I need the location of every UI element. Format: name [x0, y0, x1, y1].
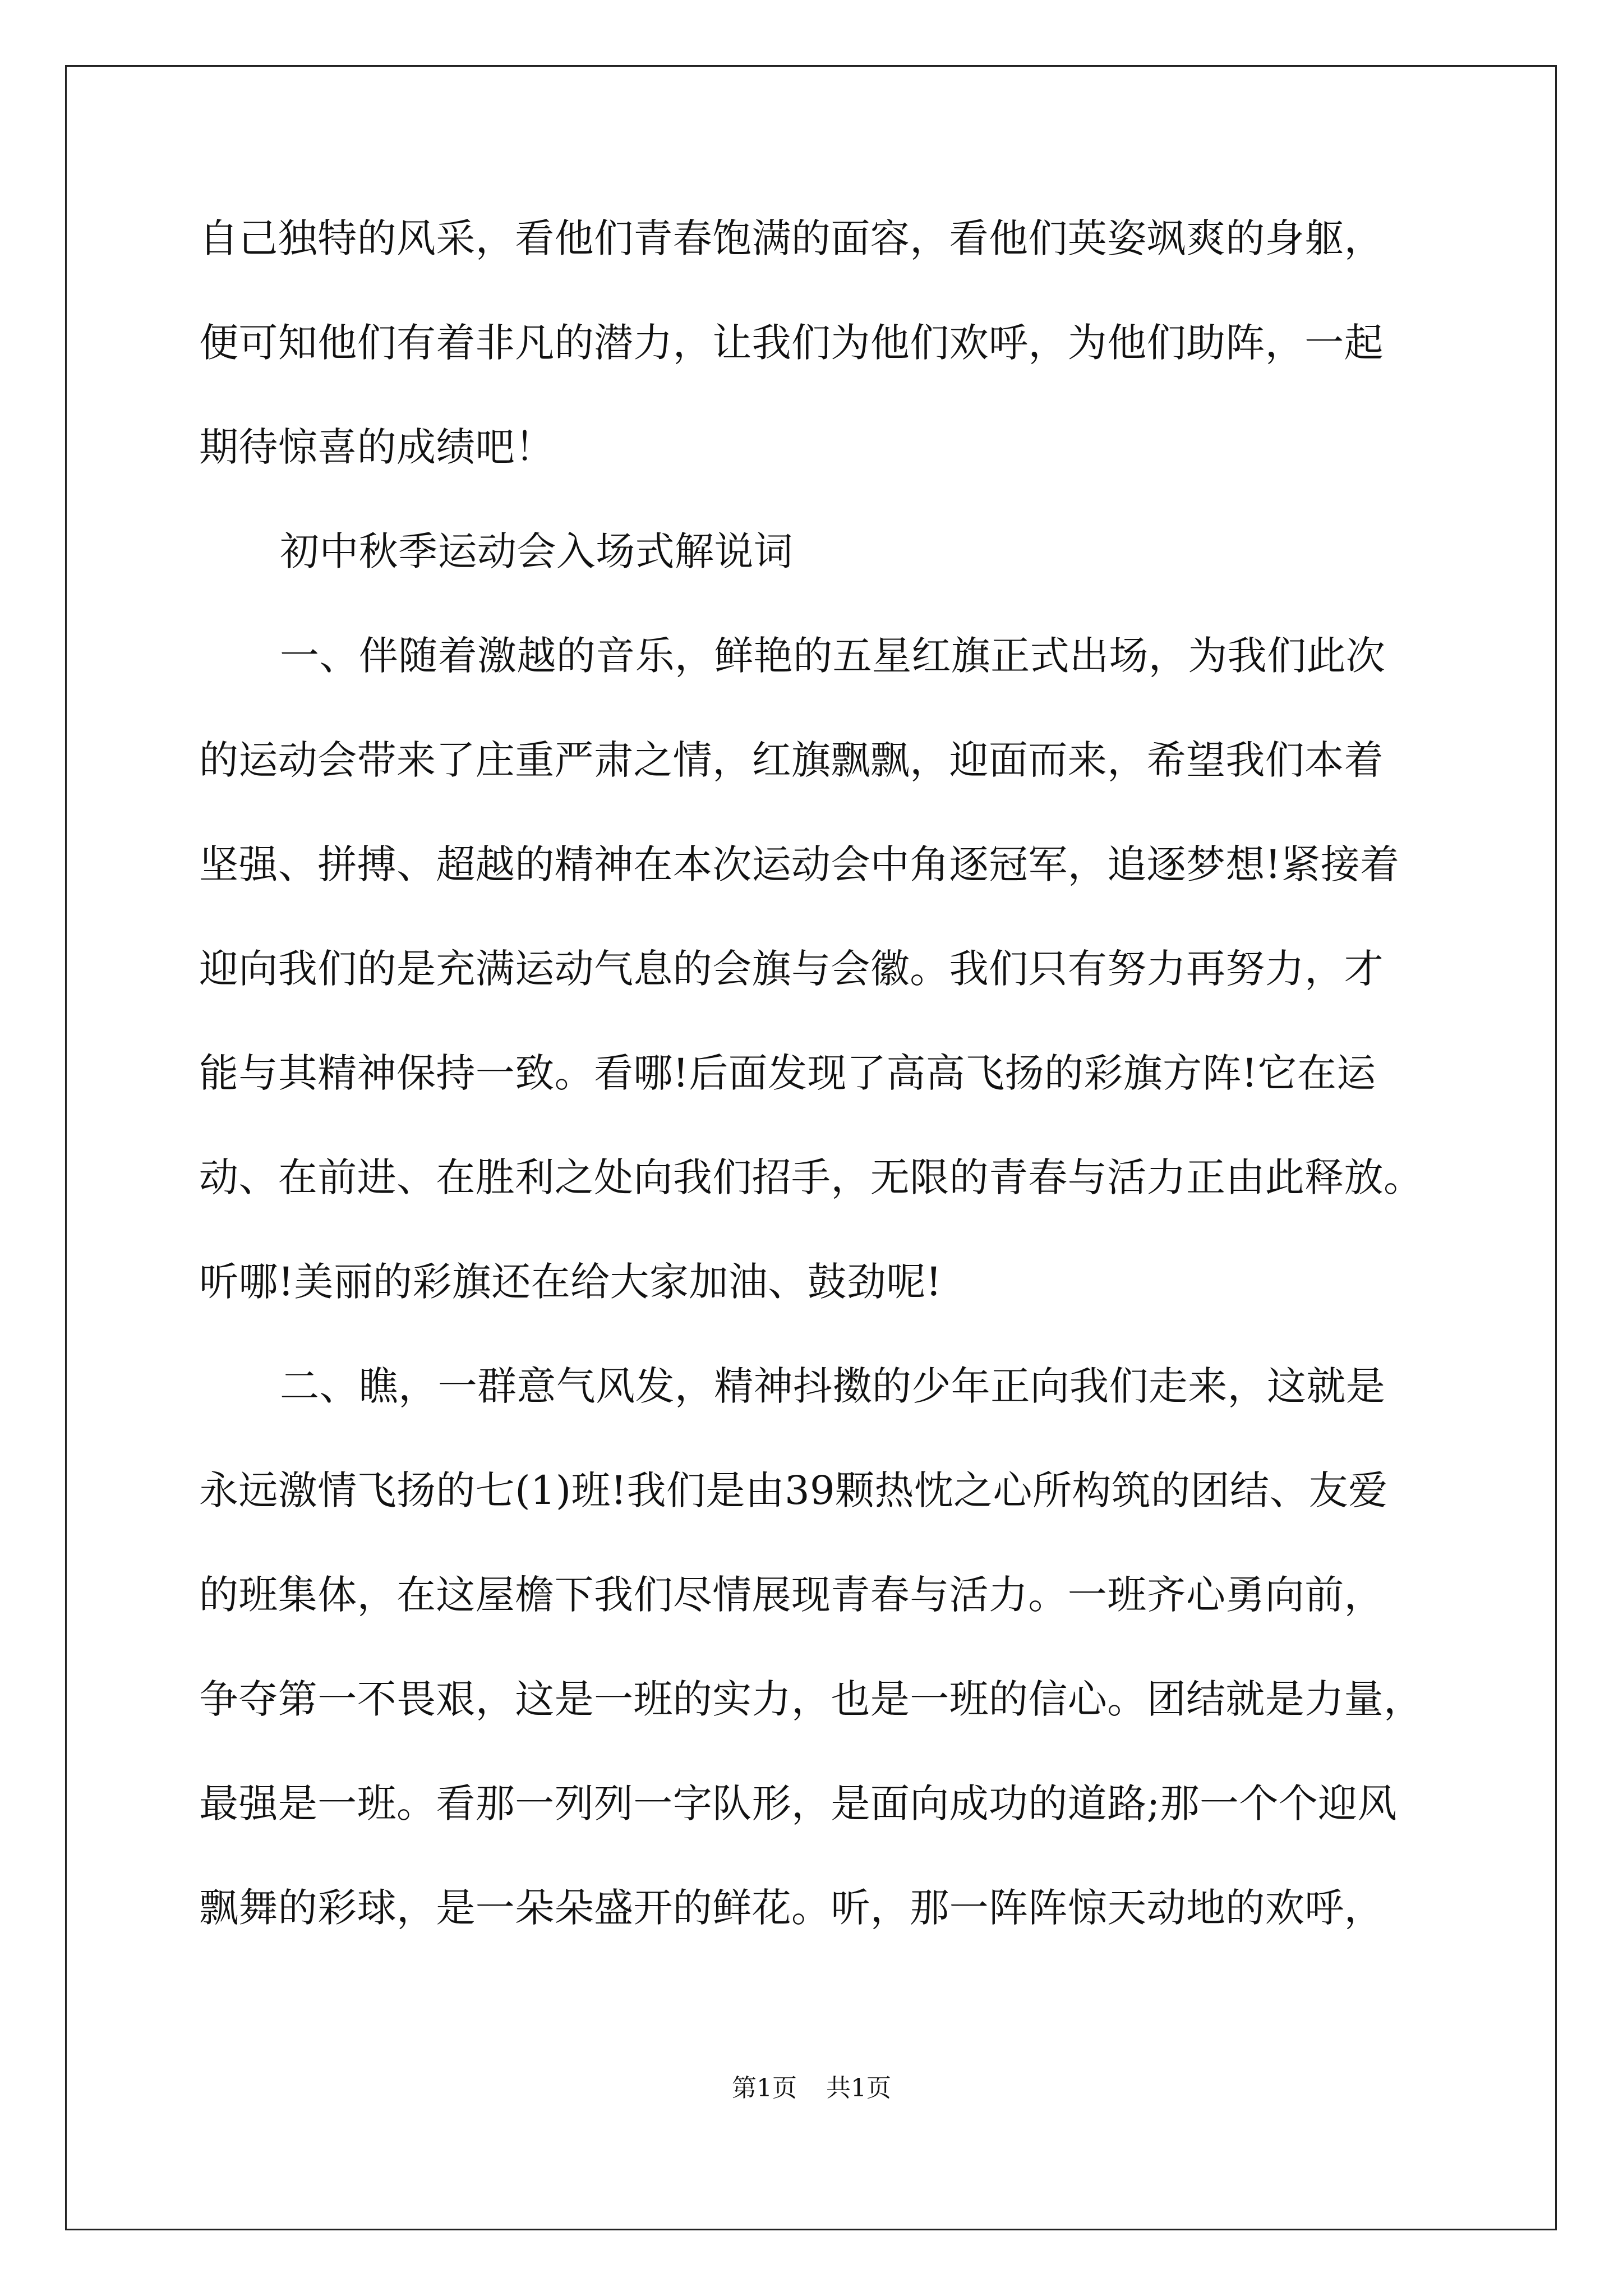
- page-number-total: 共1页: [826, 2074, 891, 2102]
- section-heading: 初中秋季运动会入场式解说词: [280, 528, 794, 574]
- page-number-current: 第1页: [732, 2074, 797, 2102]
- text-line-3: 期待惊喜的成绩吧！: [199, 424, 555, 470]
- text-line-2: 便可知他们有着非凡的潜力，让我们为他们欢呼，为他们助阵，一起: [199, 320, 1384, 366]
- document-body: [199, 208, 1450, 1981]
- text-line-6: 的运动会带来了庄重严肃之情，红旗飘飘，迎面而来，希望我们本着: [199, 737, 1384, 783]
- text-line-8: 迎向我们的是充满运动气息的会旗与会徽。我们只有努力再努力，才: [199, 946, 1384, 992]
- text-line-1: 自己独特的风采，看他们青春饱满的面容，看他们英姿飒爽的身躯，: [199, 215, 1384, 261]
- text-line-9: 能与其精神保持一致。看哪!后面发现了高高飞扬的彩旗方阵!它在运: [199, 1050, 1376, 1096]
- text-line-15: 争夺第一不畏艰，这是一班的实力，也是一班的信心。团结就是力量，: [199, 1676, 1423, 1722]
- text-line-11: 听哪!美丽的彩旗还在给大家加油、鼓劲呢!: [199, 1259, 942, 1305]
- text-line-13: 永远激情飞扬的七(1)班!我们是由39颗热忱之心所构筑的团结、友爱: [199, 1467, 1388, 1513]
- text-line-10: 动、在前进、在胜利之处向我们招手，无限的青春与活力正由此释放。: [199, 1154, 1423, 1200]
- page-footer: [0, 2072, 1623, 2105]
- text-line-7: 坚强、拼搏、超越的精神在本次运动会中角逐冠军，追逐梦想!紧接着: [199, 841, 1400, 887]
- text-line-16: 最强是一班。看那一列列一字队形，是面向成功的道路;那一个个迎风: [199, 1780, 1397, 1826]
- text-line-17: 飘舞的彩球，是一朵朵盛开的鲜花。听，那一阵阵惊天动地的欢呼，: [199, 1885, 1384, 1931]
- text-line-12: 二、瞧，一群意气风发，精神抖擞的少年正向我们走来，这就是: [280, 1363, 1386, 1409]
- text-line-5: 一、伴随着激越的音乐，鲜艳的五星红旗正式出场，为我们此次: [280, 633, 1386, 679]
- text-line-14: 的班集体，在这屋檐下我们尽情展现青春与活力。一班齐心勇向前，: [199, 1572, 1384, 1618]
